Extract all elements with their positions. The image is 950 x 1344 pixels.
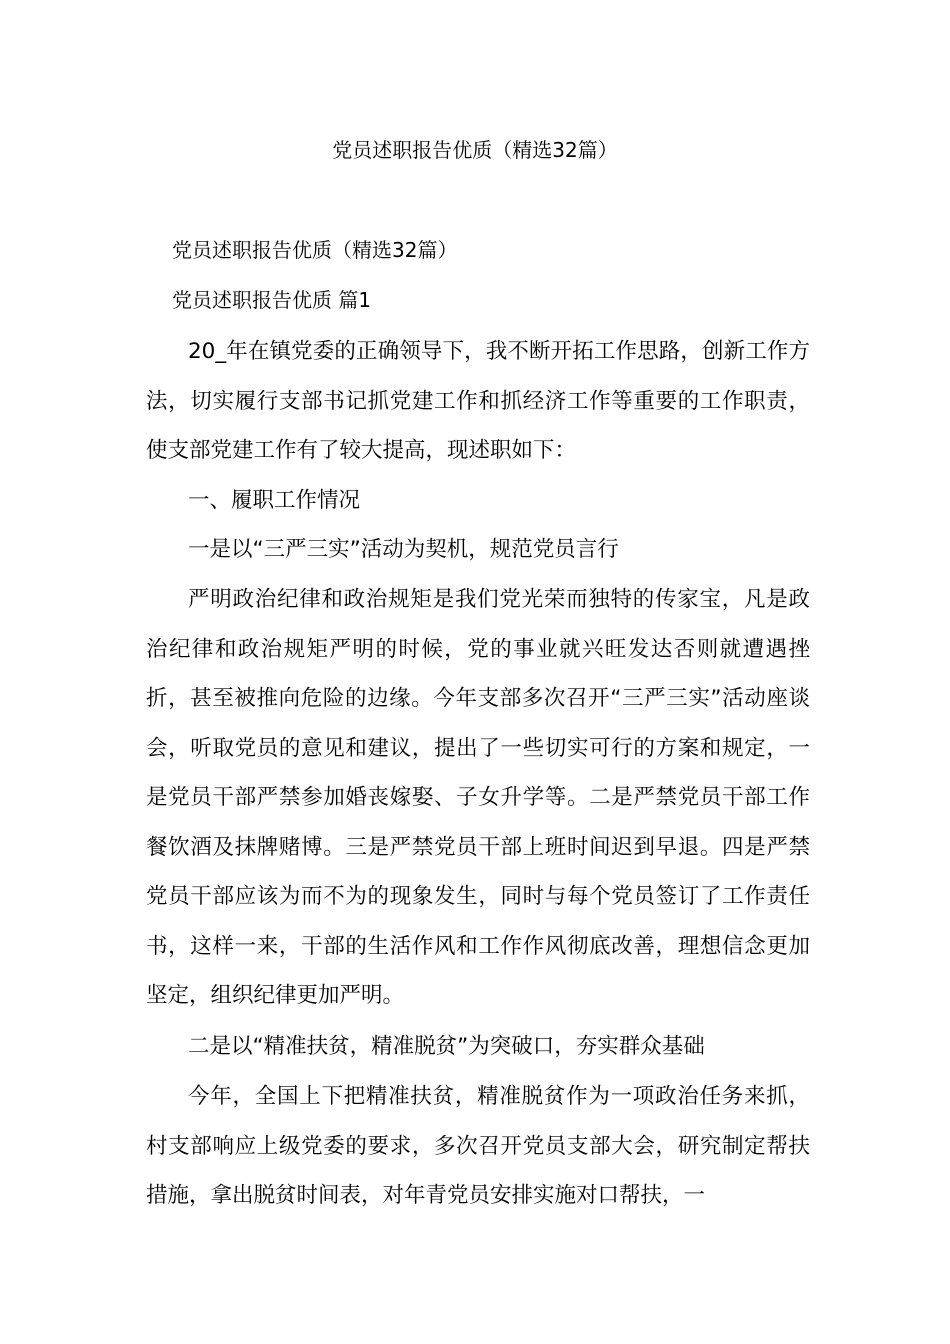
paragraph-discipline: 严明政治纪律和政治规矩是我们党光荣而独特的传家宝，凡是政治纪律和政治规矩严明的时候，党的事业就兴旺发达否则就遭遇挫折，甚至被推向危险的边缘。今年支部多次召开“三严三实”活动座谈会，听取党员的意见和建议，提出了一些切实可行的方案和规定，一是党员干部严禁参加婚丧嫁娶、子女升学等。二是严禁党员干部工作餐饮酒及抹牌赌博。三是严禁党员干部上班时间迟到早退。四是严禁党员干部应该为而不为的现象发生，同时与每个党员签订了工作责任书，这样一来，干部的生活作风和工作作风彻底改善，理想信念更加坚定，组织纪律更加严明。	[146, 587, 810, 1008]
document-subtitle: 党员述职报告优质（精选32篇）	[172, 238, 458, 262]
paragraph-poverty: 今年，全国上下把精准扶贫，精准脱贫作为一项政治任务来抓，村支部响应上级党委的要求，多次召开党员支部大会，研究制定帮扶措施，拿出脱贫时间表，对年青党员安排实施对口帮扶，一	[146, 1084, 810, 1208]
paragraph-intro: 20_年在镇党委的正确领导下，我不断开拓工作思路，创新工作方法，切实履行支部书记抓党建工作和抓经济工作等重要的工作职责，使支部党建工作有了较大提高，现述职如下：	[146, 339, 810, 463]
heading-item-one: 一是以“三严三实”活动为契机，规范党员言行	[188, 537, 619, 562]
heading-duty-performance: 一、履职工作情况	[188, 488, 361, 513]
section-title: 党员述职报告优质 篇1	[172, 288, 372, 312]
heading-item-two: 二是以“精准扶贫，精准脱贫”为突破口，夯实群众基础	[188, 1034, 705, 1059]
document-title: 党员述职报告优质（精选32篇）	[332, 138, 618, 162]
